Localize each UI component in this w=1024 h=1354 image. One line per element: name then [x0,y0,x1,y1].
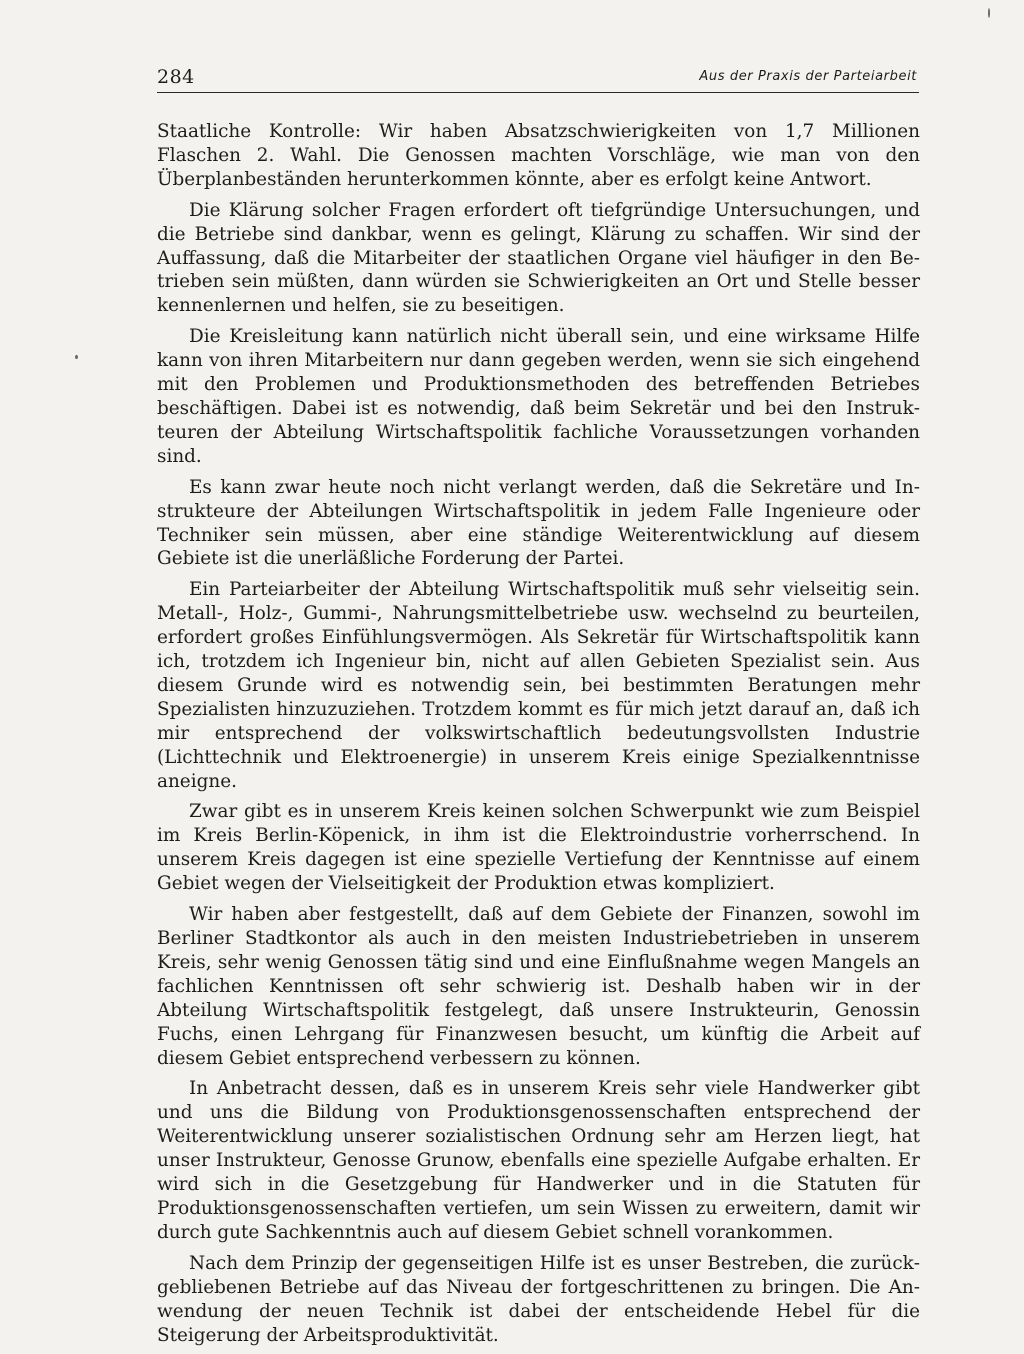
paragraph-2: Die Klärung solcher Fragen erfordert oft tiefgründige Untersuchungen, und die Betriebe sind dankbar, wenn es gelingt, Klärung zu schaffen. Wir sind der Auffassung, daß die Mitarbeiter der staatlichen Organe viel häufiger in den Betrieben sein müßten, dann würden sie Schwierigkeiten an Ort und Stelle besser kennenlernen und helfen, sie zu beseitigen. [157,199,920,317]
paragraph-4: Es kann zwar heute noch nicht verlangt werden, daß die Sekretäre und Instrukteure der Abteilungen Wirtschaftspolitik in jedem Falle Ingenieure oder Techniker sein müssen, aber eine ständige Weiterentwicklung auf diesem Gebiete ist die unerläßliche Forderung der Partei. [157,476,920,570]
running-head: Aus der Praxis der Parteiarbeit [699,69,917,84]
body-text [157,120,920,1354]
paragraph-8: In Anbetracht dessen, daß es in unserem Kreis sehr viele Handwerker gibt und uns die Bildung von Produktionsgenossenschaften entsprechend der Weiterentwicklung unserer sozialistischen Ordnung sehr am Herzen liegt, hat unser Instrukteur, Genosse Grunow, ebenfalls eine spezielle Aufgabe erhalten. Er wird sich in die Gesetzgebung für Handwerker und in die Statuten für Produktionsgenossenschaften vertiefen, um sein Wissen zu erweitern, damit wir durch gute Sachkenntnis auch auf diesem Gebiet schnell vorankommen. [157,1078,920,1243]
page-number: 284 [157,66,195,88]
margin-speck [75,355,78,359]
paragraph-7: Wir haben aber festgestellt, daß auf dem Gebiete der Finanzen, sowohl im Berliner Stadtkontor als auch in den meisten Industriebetrieben in unserem Kreis, sehr wenig Genossen tätig sind und eine Einflußnahme wegen Mangels an fachlichen Kenntnissen oft sehr schwierig ist. Deshalb haben wir in der Abteilung Wirtschaftspolitik festgelegt, daß unsere Instrukteurin, Genossin Fuchs, einen Lehrgang für Finanzwesen besucht, um künftig die Arbeit auf diesem Gebiet entsprechend verbessern zu können. [157,904,920,1069]
paragraph-6: Zwar gibt es in unserem Kreis keinen solchen Schwerpunkt wie zum Beispiel im Kreis Berlin-Köpenick, in ihm ist die Elektroindustrie vorherrschend. In unserem Kreis dagegen ist eine spezielle Vertiefung der Kenntnisse auf einem Gebiet wegen der Vielseitigkeit der Produktion etwas kompliziert. [157,801,920,895]
paragraph-5: Ein Parteiarbeiter der Abteilung Wirtschaftspolitik muß sehr vielseitig sein. Metall-, Holz-, Gummi-, Nahrungsmittelbetriebe usw. wechselnd zu beurteilen, erfordert großes Einfühlungsvermögen. Als Sekretär für Wirtschaftspolitik kann ich, trotzdem ich Ingenieur bin, nicht auf allen Gebieten Spezialist sein. Aus diesem Grunde wird es notwendig sein, bei bestimmten Beratungen mehr Spezialisten hinzuzuziehen. Trotzdem kommt es für mich jetzt darauf an, daß ich mir entsprechend der volkswirtschaftlich bedeutungsvollsten Industrie (Lichttechnik und Elektroenergie) in unserem Kreis einige Spezialkenntnisse aneigne. [157,579,920,792]
paragraph-1: Staatliche Kontrolle: Wir haben Absatzschwierigkeiten von 1,7 Millionen Flaschen 2. Wahl. Die Genossen machten Vorschläge, wie man von den Überplanbeständen herunterkommen könnte, aber es erfolgt keine Antwort. [157,121,920,190]
edge-speck [988,8,990,18]
paragraph-3: Die Kreisleitung kann natürlich nicht überall sein, und eine wirksame Hilfe kann von ihren Mitarbeitern nur dann gegeben werden, wenn sie sich eingehend mit den Problemen und Produktionsmethoden des betreffenden Betriebes beschäftigen. Dabei ist es notwendig, daß beim Sekretär und bei den Instrukteuren der Abteilung Wirtschaftspolitik fachliche Voraussetzungen vorhanden sind. [157,326,920,467]
page-header [157,66,919,93]
paragraph-9: Nach dem Prinzip der gegenseitigen Hilfe ist es unser Bestreben, die zurückgebliebenen Betriebe auf das Niveau der fortgeschrittenen zu bringen. Die Anwendung der neuen Technik ist dabei der entscheidende Hebel für die Steigerung der Arbeitsproduktivität. [157,1252,920,1346]
